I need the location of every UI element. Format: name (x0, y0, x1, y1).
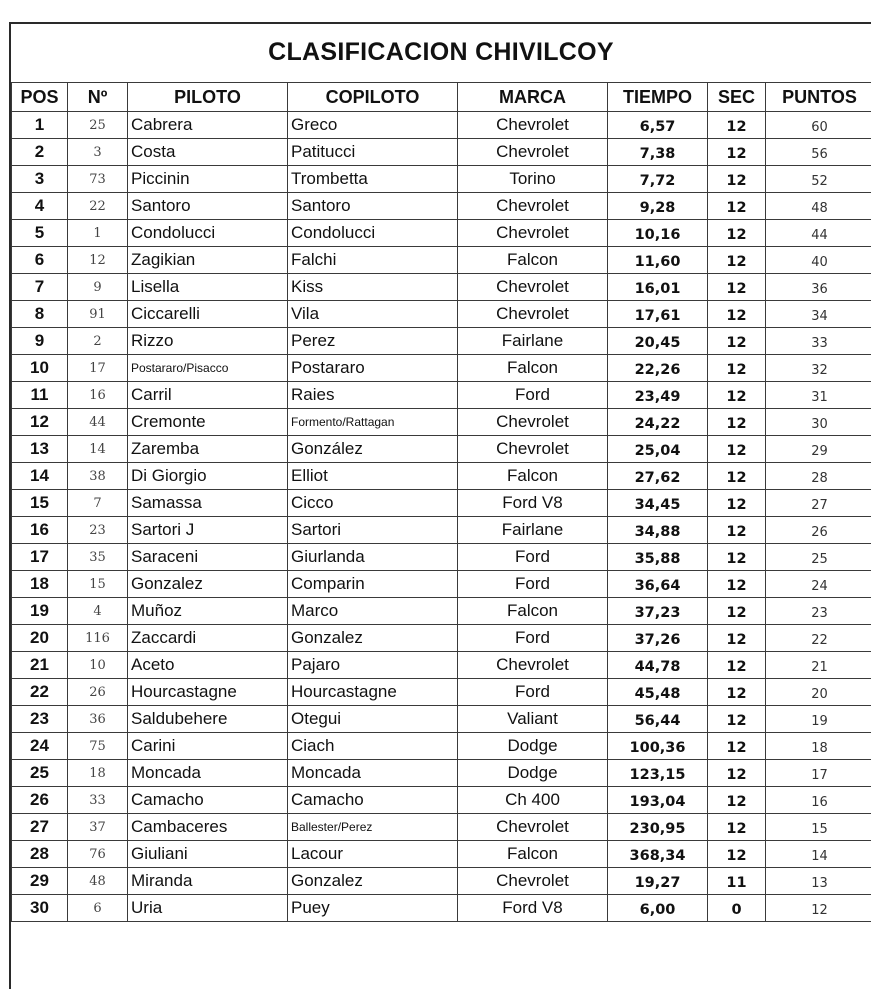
puntos-cell: 40 (766, 247, 871, 274)
marca-cell: Chevrolet (458, 652, 608, 679)
number-cell: 116 (68, 625, 128, 652)
copiloto-cell: Lacour (288, 841, 458, 868)
table-row (12, 274, 871, 301)
table-row (12, 436, 871, 463)
puntos-cell: 27 (766, 490, 871, 517)
marca-cell: Dodge (458, 733, 608, 760)
table-row (12, 166, 871, 193)
header-num: Nº (68, 83, 128, 112)
number-cell: 16 (68, 382, 128, 409)
puntos-cell: 26 (766, 517, 871, 544)
sec-cell: 12 (708, 274, 766, 301)
number-cell: 35 (68, 544, 128, 571)
puntos-cell: 31 (766, 382, 871, 409)
piloto-cell: Santoro (128, 193, 288, 220)
number-cell: 25 (68, 112, 128, 139)
marca-cell: Fairlane (458, 328, 608, 355)
sec-cell: 12 (708, 193, 766, 220)
sec-cell: 12 (708, 436, 766, 463)
pos-cell: 3 (12, 166, 68, 193)
sec-cell: 12 (708, 787, 766, 814)
table-row (12, 760, 871, 787)
pos-cell: 28 (12, 841, 68, 868)
copiloto-cell: Patitucci (288, 139, 458, 166)
copiloto-cell: Comparin (288, 571, 458, 598)
number-cell: 91 (68, 301, 128, 328)
copiloto-cell: Elliot (288, 463, 458, 490)
number-cell: 26 (68, 679, 128, 706)
copiloto-cell: Camacho (288, 787, 458, 814)
marca-cell: Chevrolet (458, 193, 608, 220)
number-cell: 10 (68, 652, 128, 679)
number-cell: 1 (68, 220, 128, 247)
piloto-cell: Aceto (128, 652, 288, 679)
tiempo-cell: 9,28 (608, 193, 708, 220)
table-row (12, 139, 871, 166)
sec-cell: 12 (708, 544, 766, 571)
table-row (12, 841, 871, 868)
table-row (12, 355, 871, 382)
table-row (12, 544, 871, 571)
number-cell: 44 (68, 409, 128, 436)
tiempo-cell: 24,22 (608, 409, 708, 436)
tiempo-cell: 20,45 (608, 328, 708, 355)
copiloto-cell: Moncada (288, 760, 458, 787)
number-cell: 2 (68, 328, 128, 355)
puntos-cell: 18 (766, 733, 871, 760)
tiempo-cell: 37,23 (608, 598, 708, 625)
puntos-cell: 56 (766, 139, 871, 166)
number-cell: 14 (68, 436, 128, 463)
copiloto-cell: Kiss (288, 274, 458, 301)
sec-cell: 12 (708, 517, 766, 544)
tiempo-cell: 34,45 (608, 490, 708, 517)
number-cell: 4 (68, 598, 128, 625)
puntos-cell: 32 (766, 355, 871, 382)
header-marca: MARCA (458, 83, 608, 112)
table-row (12, 193, 871, 220)
sec-cell: 12 (708, 166, 766, 193)
puntos-cell: 24 (766, 571, 871, 598)
tiempo-cell: 6,57 (608, 112, 708, 139)
tiempo-cell: 10,16 (608, 220, 708, 247)
pos-cell: 7 (12, 274, 68, 301)
table-row (12, 814, 871, 841)
results-table (11, 82, 871, 922)
tiempo-cell: 25,04 (608, 436, 708, 463)
table-row (12, 652, 871, 679)
piloto-cell: Miranda (128, 868, 288, 895)
tiempo-cell: 22,26 (608, 355, 708, 382)
copiloto-cell: Postararo (288, 355, 458, 382)
pos-cell: 5 (12, 220, 68, 247)
copiloto-cell: Raies (288, 382, 458, 409)
tiempo-cell: 7,72 (608, 166, 708, 193)
piloto-cell: Samassa (128, 490, 288, 517)
table-row (12, 382, 871, 409)
number-cell: 33 (68, 787, 128, 814)
puntos-cell: 17 (766, 760, 871, 787)
sec-cell: 12 (708, 247, 766, 274)
table-row (12, 247, 871, 274)
piloto-cell: Camacho (128, 787, 288, 814)
sec-cell: 12 (708, 841, 766, 868)
copiloto-cell: Marco (288, 598, 458, 625)
sec-cell: 12 (708, 652, 766, 679)
marca-cell: Chevrolet (458, 301, 608, 328)
copiloto-cell: Formento/Rattagan (288, 409, 458, 436)
pos-cell: 16 (12, 517, 68, 544)
puntos-cell: 21 (766, 652, 871, 679)
header-puntos: PUNTOS (766, 83, 871, 112)
sec-cell: 12 (708, 679, 766, 706)
number-cell: 48 (68, 868, 128, 895)
sec-cell: 12 (708, 382, 766, 409)
marca-cell: Ford V8 (458, 490, 608, 517)
piloto-cell: Sartori J (128, 517, 288, 544)
puntos-cell: 52 (766, 166, 871, 193)
piloto-cell: Zaccardi (128, 625, 288, 652)
tiempo-cell: 230,95 (608, 814, 708, 841)
copiloto-cell: Gonzalez (288, 625, 458, 652)
pos-cell: 21 (12, 652, 68, 679)
puntos-cell: 15 (766, 814, 871, 841)
sec-cell: 12 (708, 139, 766, 166)
number-cell: 9 (68, 274, 128, 301)
number-cell: 76 (68, 841, 128, 868)
tiempo-cell: 34,88 (608, 517, 708, 544)
puntos-cell: 36 (766, 274, 871, 301)
piloto-cell: Piccinin (128, 166, 288, 193)
piloto-cell: Cabrera (128, 112, 288, 139)
table-row (12, 112, 871, 139)
pos-cell: 12 (12, 409, 68, 436)
number-cell: 18 (68, 760, 128, 787)
table-row (12, 895, 871, 922)
pos-cell: 15 (12, 490, 68, 517)
tiempo-cell: 35,88 (608, 544, 708, 571)
table-row (12, 787, 871, 814)
pos-cell: 6 (12, 247, 68, 274)
marca-cell: Falcon (458, 463, 608, 490)
copiloto-cell: Santoro (288, 193, 458, 220)
puntos-cell: 30 (766, 409, 871, 436)
copiloto-cell: González (288, 436, 458, 463)
table-row (12, 490, 871, 517)
sec-cell: 11 (708, 868, 766, 895)
piloto-cell: Ciccarelli (128, 301, 288, 328)
pos-cell: 14 (12, 463, 68, 490)
table-row (12, 733, 871, 760)
marca-cell: Chevrolet (458, 112, 608, 139)
sec-cell: 12 (708, 625, 766, 652)
header-copiloto: COPILOTO (288, 83, 458, 112)
marca-cell: Chevrolet (458, 139, 608, 166)
number-cell: 22 (68, 193, 128, 220)
piloto-cell: Condolucci (128, 220, 288, 247)
piloto-cell: Cambaceres (128, 814, 288, 841)
piloto-cell: Cremonte (128, 409, 288, 436)
pos-cell: 23 (12, 706, 68, 733)
piloto-cell: Zaremba (128, 436, 288, 463)
tiempo-cell: 44,78 (608, 652, 708, 679)
tiempo-cell: 6,00 (608, 895, 708, 922)
number-cell: 6 (68, 895, 128, 922)
piloto-cell: Carril (128, 382, 288, 409)
puntos-cell: 20 (766, 679, 871, 706)
puntos-cell: 48 (766, 193, 871, 220)
sec-cell: 12 (708, 706, 766, 733)
copiloto-cell: Puey (288, 895, 458, 922)
sec-cell: 12 (708, 733, 766, 760)
pos-cell: 18 (12, 571, 68, 598)
pos-cell: 26 (12, 787, 68, 814)
marca-cell: Chevrolet (458, 409, 608, 436)
puntos-cell: 23 (766, 598, 871, 625)
pos-cell: 27 (12, 814, 68, 841)
pos-cell: 29 (12, 868, 68, 895)
puntos-cell: 22 (766, 625, 871, 652)
piloto-cell: Gonzalez (128, 571, 288, 598)
puntos-cell: 13 (766, 868, 871, 895)
tiempo-cell: 100,36 (608, 733, 708, 760)
sec-cell: 12 (708, 463, 766, 490)
marca-cell: Falcon (458, 598, 608, 625)
number-cell: 12 (68, 247, 128, 274)
header-pos: POS (12, 83, 68, 112)
tiempo-cell: 193,04 (608, 787, 708, 814)
sec-cell: 12 (708, 220, 766, 247)
table-row (12, 328, 871, 355)
tiempo-cell: 11,60 (608, 247, 708, 274)
table-body (12, 112, 871, 922)
puntos-cell: 16 (766, 787, 871, 814)
table-row (12, 625, 871, 652)
piloto-cell: Di Giorgio (128, 463, 288, 490)
tiempo-cell: 56,44 (608, 706, 708, 733)
piloto-cell: Zagikian (128, 247, 288, 274)
table-row (12, 868, 871, 895)
pos-cell: 8 (12, 301, 68, 328)
puntos-cell: 19 (766, 706, 871, 733)
marca-cell: Valiant (458, 706, 608, 733)
copiloto-cell: Perez (288, 328, 458, 355)
pos-cell: 2 (12, 139, 68, 166)
sec-cell: 12 (708, 598, 766, 625)
marca-cell: Falcon (458, 247, 608, 274)
copiloto-cell: Giurlanda (288, 544, 458, 571)
copiloto-cell: Otegui (288, 706, 458, 733)
marca-cell: Ford (458, 571, 608, 598)
sec-cell: 12 (708, 814, 766, 841)
puntos-cell: 34 (766, 301, 871, 328)
sec-cell: 12 (708, 355, 766, 382)
marca-cell: Ford (458, 544, 608, 571)
marca-cell: Chevrolet (458, 814, 608, 841)
copiloto-cell: Ballester/Perez (288, 814, 458, 841)
piloto-cell: Rizzo (128, 328, 288, 355)
marca-cell: Chevrolet (458, 436, 608, 463)
pos-cell: 30 (12, 895, 68, 922)
header-sec: SEC (708, 83, 766, 112)
sec-cell: 12 (708, 490, 766, 517)
pos-cell: 25 (12, 760, 68, 787)
pos-cell: 9 (12, 328, 68, 355)
number-cell: 73 (68, 166, 128, 193)
tiempo-cell: 37,26 (608, 625, 708, 652)
table-row (12, 706, 871, 733)
puntos-cell: 44 (766, 220, 871, 247)
puntos-cell: 25 (766, 544, 871, 571)
marca-cell: Chevrolet (458, 868, 608, 895)
number-cell: 15 (68, 571, 128, 598)
tiempo-cell: 19,27 (608, 868, 708, 895)
tiempo-cell: 123,15 (608, 760, 708, 787)
number-cell: 23 (68, 517, 128, 544)
pos-cell: 13 (12, 436, 68, 463)
table-row (12, 517, 871, 544)
piloto-cell: Saraceni (128, 544, 288, 571)
marca-cell: Falcon (458, 841, 608, 868)
tiempo-cell: 23,49 (608, 382, 708, 409)
table-header-row (12, 83, 871, 112)
pos-cell: 22 (12, 679, 68, 706)
puntos-cell: 29 (766, 436, 871, 463)
piloto-cell: Saldubehere (128, 706, 288, 733)
puntos-cell: 33 (766, 328, 871, 355)
copiloto-cell: Greco (288, 112, 458, 139)
tiempo-cell: 7,38 (608, 139, 708, 166)
marca-cell: Chevrolet (458, 220, 608, 247)
pos-cell: 19 (12, 598, 68, 625)
piloto-cell: Hourcastagne (128, 679, 288, 706)
copiloto-cell: Gonzalez (288, 868, 458, 895)
piloto-cell: Costa (128, 139, 288, 166)
sec-cell: 0 (708, 895, 766, 922)
copiloto-cell: Pajaro (288, 652, 458, 679)
marca-cell: Torino (458, 166, 608, 193)
sec-cell: 12 (708, 760, 766, 787)
tiempo-cell: 36,64 (608, 571, 708, 598)
piloto-cell: Carini (128, 733, 288, 760)
page-title: CLASIFICACION CHIVILCOY (268, 38, 614, 66)
table-row (12, 220, 871, 247)
tiempo-cell: 45,48 (608, 679, 708, 706)
table-row (12, 301, 871, 328)
number-cell: 37 (68, 814, 128, 841)
results-sheet (9, 22, 871, 989)
sec-cell: 12 (708, 571, 766, 598)
pos-cell: 10 (12, 355, 68, 382)
pos-cell: 11 (12, 382, 68, 409)
table-row (12, 598, 871, 625)
pos-cell: 17 (12, 544, 68, 571)
sec-cell: 12 (708, 112, 766, 139)
table-row (12, 679, 871, 706)
sec-cell: 12 (708, 301, 766, 328)
marca-cell: Ford (458, 382, 608, 409)
marca-cell: Falcon (458, 355, 608, 382)
tiempo-cell: 17,61 (608, 301, 708, 328)
copiloto-cell: Ciach (288, 733, 458, 760)
marca-cell: Ch 400 (458, 787, 608, 814)
number-cell: 7 (68, 490, 128, 517)
piloto-cell: Muñoz (128, 598, 288, 625)
piloto-cell: Moncada (128, 760, 288, 787)
piloto-cell: Uria (128, 895, 288, 922)
puntos-cell: 12 (766, 895, 871, 922)
number-cell: 17 (68, 355, 128, 382)
copiloto-cell: Trombetta (288, 166, 458, 193)
marca-cell: Ford (458, 679, 608, 706)
tiempo-cell: 16,01 (608, 274, 708, 301)
puntos-cell: 14 (766, 841, 871, 868)
pos-cell: 1 (12, 112, 68, 139)
puntos-cell: 60 (766, 112, 871, 139)
copiloto-cell: Cicco (288, 490, 458, 517)
table-row (12, 571, 871, 598)
tiempo-cell: 368,34 (608, 841, 708, 868)
header-piloto: PILOTO (128, 83, 288, 112)
sec-cell: 12 (708, 328, 766, 355)
piloto-cell: Giuliani (128, 841, 288, 868)
copiloto-cell: Hourcastagne (288, 679, 458, 706)
copiloto-cell: Vila (288, 301, 458, 328)
piloto-cell: Lisella (128, 274, 288, 301)
pos-cell: 24 (12, 733, 68, 760)
copiloto-cell: Condolucci (288, 220, 458, 247)
copiloto-cell: Falchi (288, 247, 458, 274)
table-row (12, 463, 871, 490)
number-cell: 38 (68, 463, 128, 490)
marca-cell: Chevrolet (458, 274, 608, 301)
puntos-cell: 28 (766, 463, 871, 490)
piloto-cell: Postararo/Pisacco (128, 355, 288, 382)
tiempo-cell: 27,62 (608, 463, 708, 490)
copiloto-cell: Sartori (288, 517, 458, 544)
marca-cell: Dodge (458, 760, 608, 787)
marca-cell: Ford V8 (458, 895, 608, 922)
number-cell: 75 (68, 733, 128, 760)
sec-cell: 12 (708, 409, 766, 436)
header-tiempo: TIEMPO (608, 83, 708, 112)
pos-cell: 4 (12, 193, 68, 220)
number-cell: 3 (68, 139, 128, 166)
pos-cell: 20 (12, 625, 68, 652)
marca-cell: Ford (458, 625, 608, 652)
marca-cell: Fairlane (458, 517, 608, 544)
number-cell: 36 (68, 706, 128, 733)
table-row (12, 409, 871, 436)
